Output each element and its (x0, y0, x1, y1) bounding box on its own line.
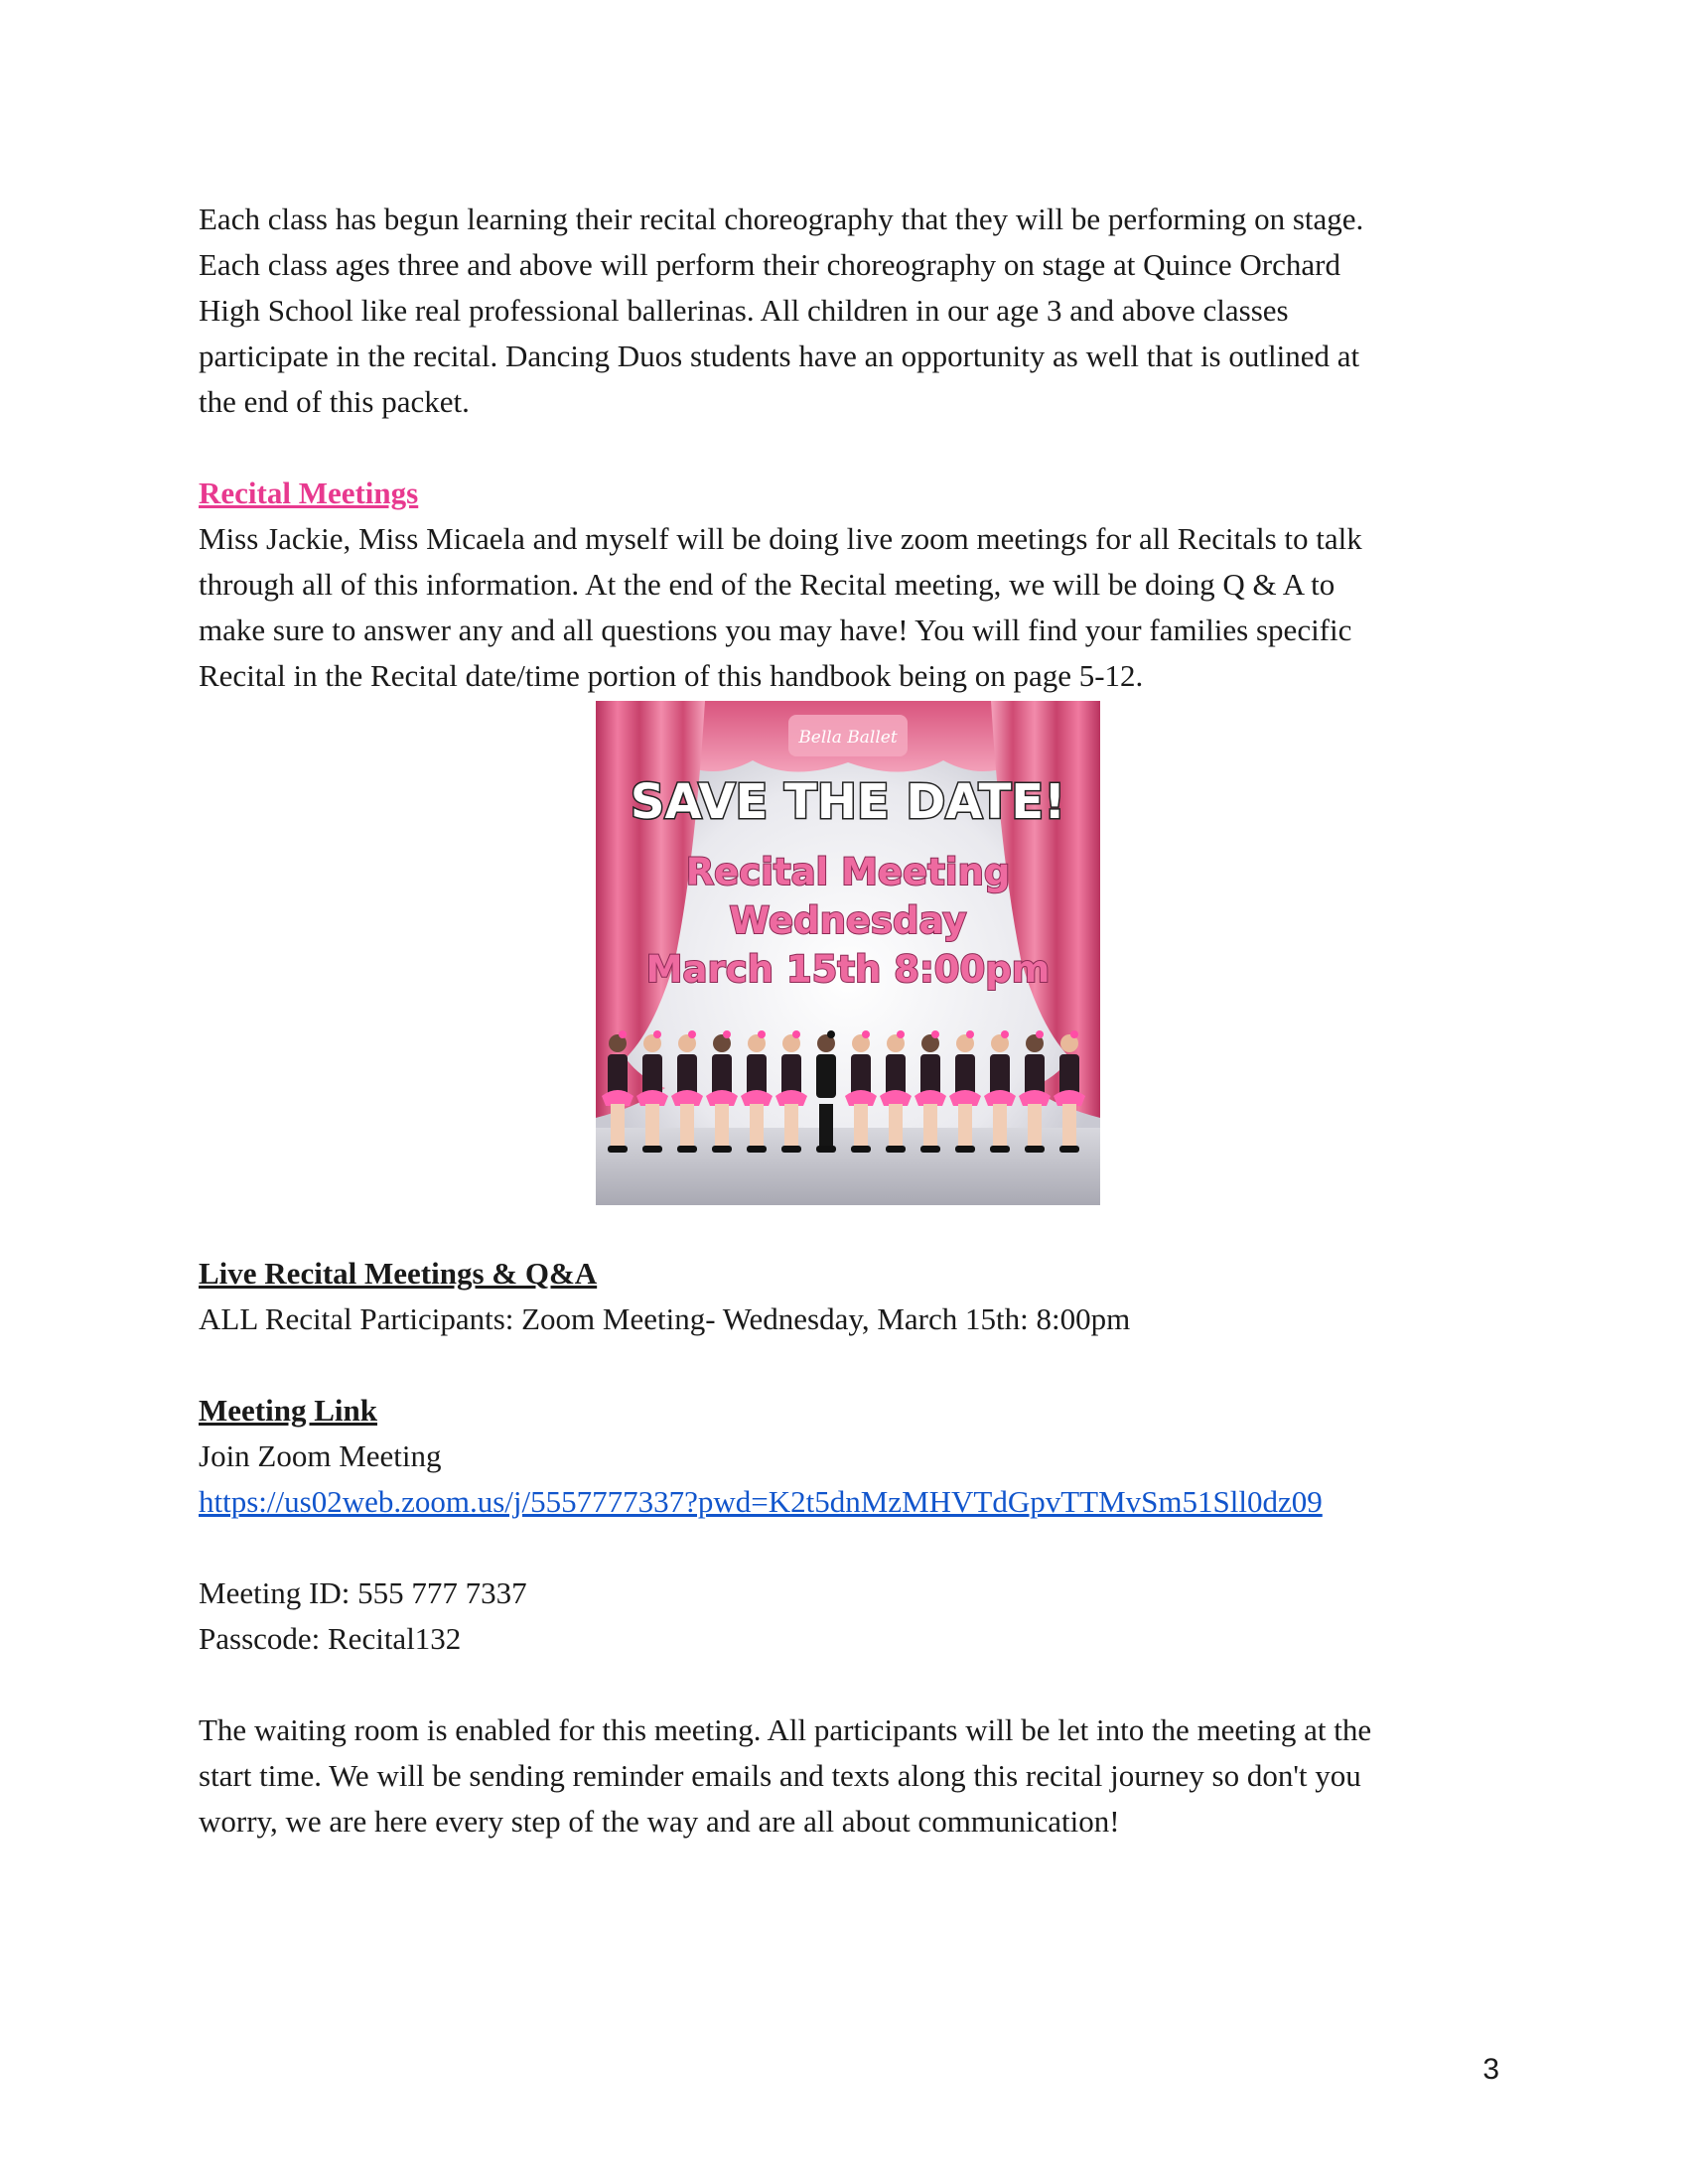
recital-meetings-line: Recital in the Recital date/time portion of this handbook being on page 5-12. (199, 658, 1144, 693)
page-number: 3 (1482, 2053, 1499, 2086)
recital-meetings-paragraph (199, 516, 1489, 699)
closing-line: start time. We will be sending reminder emails and texts along this recital journey so don't you (199, 1758, 1361, 1793)
live-meetings-heading: Live Recital Meetings & Q&A (199, 1256, 598, 1291)
closing-line: worry, we are here every step of the way and are all about communication! (199, 1804, 1120, 1839)
passcode-text: Passcode: Recital132 (199, 1621, 462, 1656)
live-meetings-text: ALL Recital Participants: Zoom Meeting- Wednesday, March 15th: 8:00pm (199, 1301, 1131, 1336)
save-the-date-poster (596, 701, 1100, 1205)
poster-graphic (596, 701, 1100, 1205)
poster-line-2: Wednesday (729, 899, 967, 942)
poster-logo-text: Bella Ballet (798, 728, 898, 748)
meeting-id-text: Meeting ID: 555 777 7337 (199, 1575, 527, 1610)
zoom-meeting-link[interactable]: https://us02web.zoom.us/j/5557777337?pwd=K2t5dnMzMHVTdGpvTTMvSm51Sll0dz09 (199, 1484, 1323, 1519)
intro-line: Each class ages three and above will perform their choreography on stage at Quince Orchard (199, 247, 1340, 282)
meeting-link-heading: Meeting Link (199, 1393, 377, 1428)
zoom-link-line (199, 1479, 1489, 1525)
intro-line: participate in the recital. Dancing Duos students have an opportunity as well that is outlined at (199, 339, 1360, 373)
poster-line-3: March 15th 8:00pm (645, 948, 1051, 991)
poster-headline: SAVE THE DATE! (630, 774, 1066, 830)
document-page (199, 197, 1489, 1844)
closing-line: The waiting room is enabled for this meeting. All participants will be let into the meeting at the (199, 1712, 1372, 1747)
recital-meetings-line: through all of this information. At the end of the Recital meeting, we will be doing Q & A to (199, 567, 1336, 602)
poster-dancer (816, 1030, 836, 1153)
recital-meetings-heading: Recital Meetings (199, 476, 419, 510)
intro-paragraph (199, 197, 1489, 425)
intro-line: Each class has begun learning their recital choreography that they will be performing on stage. (199, 202, 1364, 236)
intro-line: High School like real professional ballerinas. All children in our age 3 and above classes (199, 293, 1289, 328)
poster-line-1: Recital Meeting (685, 851, 1011, 893)
closing-paragraph (199, 1707, 1489, 1844)
join-zoom-text: Join Zoom Meeting (199, 1438, 442, 1473)
recital-meetings-line: Miss Jackie, Miss Micaela and myself will be doing live zoom meetings for all Recitals to talk (199, 521, 1362, 556)
recital-meetings-line: make sure to answer any and all questions you may have! You will find your families specific (199, 613, 1352, 647)
intro-line: the end of this packet. (199, 384, 470, 419)
